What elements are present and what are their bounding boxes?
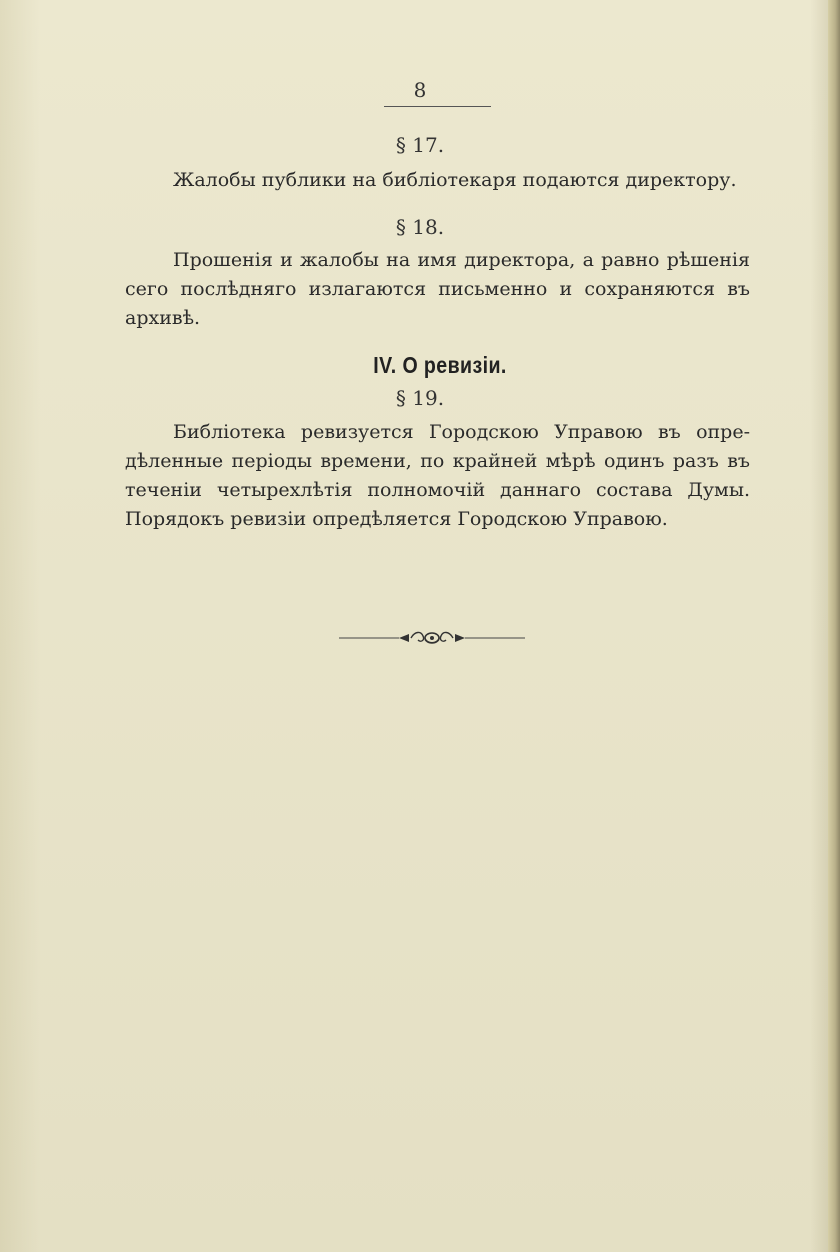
section-18-line-1: Прошенiя и жалобы на имя директора, а равно рѣшенiя	[173, 249, 750, 271]
section-19-line-2: дѣленные перiоды времени, по крайней мѣрѣ одинъ разъ въ	[125, 450, 750, 472]
section-18-line-2: сего послѣдняго излагаются письменно и сохраняются въ	[125, 278, 750, 300]
section-19-line-3: теченiи четырехлѣтiя полномочiй даннаго состава Думы.	[125, 479, 750, 501]
section-18-line-3: архивѣ.	[125, 307, 201, 329]
scroll-ornament-icon	[337, 628, 527, 648]
section-17-line: Жалобы публики на библiотекаря подаются директору.	[173, 169, 737, 191]
section-19-line-1: Библiотека ревизуется Городскою Управою въ опре-	[173, 421, 750, 443]
section-18-text	[125, 246, 750, 333]
section-17-sign: § 17.	[395, 133, 445, 157]
header-rule	[384, 106, 491, 107]
section-19-text	[125, 418, 750, 534]
page-number: 8	[413, 78, 427, 102]
section-17-text	[125, 166, 750, 195]
page-edge-shadow	[828, 0, 840, 1252]
section-19-sign: § 19.	[395, 386, 445, 410]
section-19-line-4: Порядокъ ревизiи опредѣляется Городскою Управою.	[125, 508, 668, 530]
section-18-sign: § 18.	[395, 215, 445, 239]
chapter-title: IV. О ревизiи.	[373, 352, 507, 378]
